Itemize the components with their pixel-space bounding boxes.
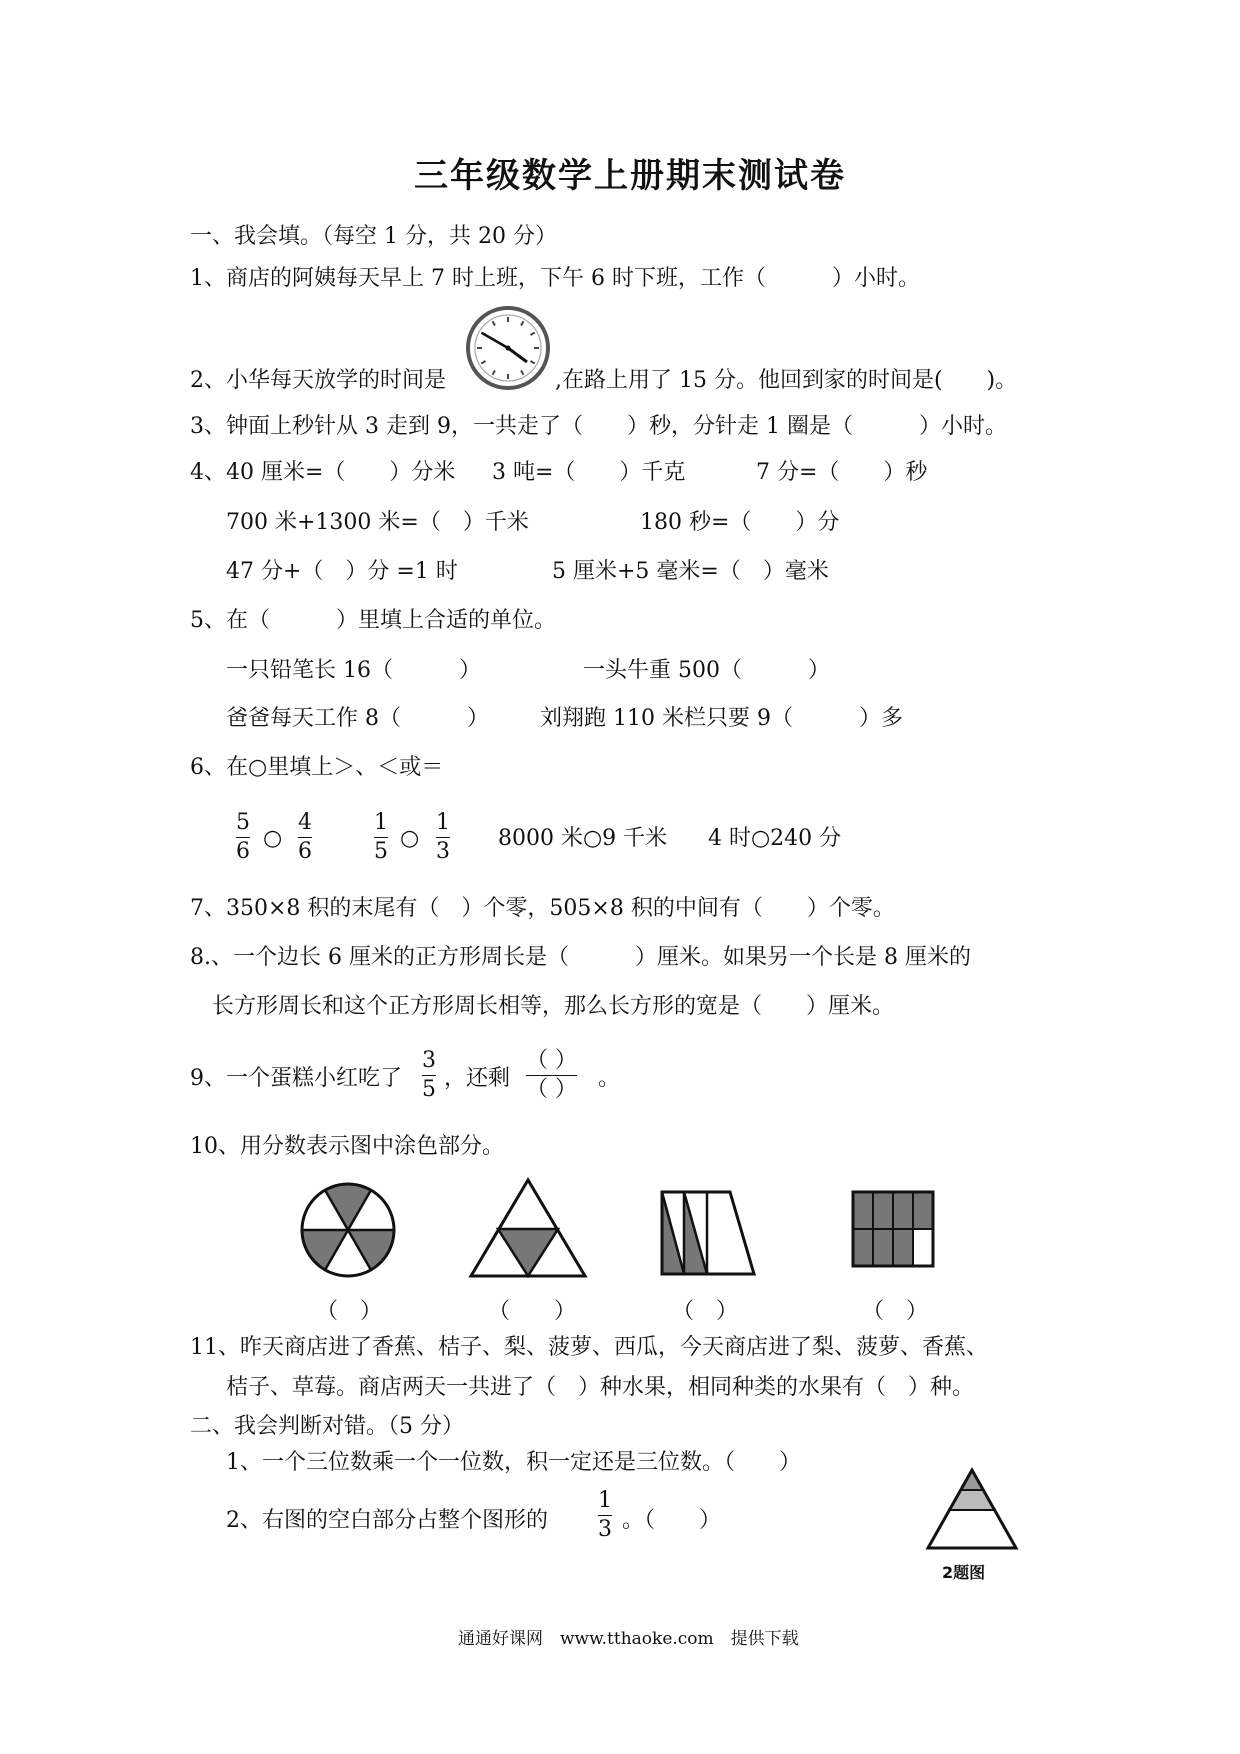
question-5-line2b: 刘翔跑 110 米栏只要 9（ ）多 — [540, 706, 903, 731]
question-2-start: 2、小华每天放学的时间是 — [190, 368, 446, 393]
denominator: （ ） — [526, 1077, 577, 1102]
question-4-line3a: 47 分+（ ）分 =1 时 — [226, 559, 458, 584]
footer-credit: 通通好课网 www.tthaoke.com 提供下载 — [458, 1629, 799, 1649]
question-1: 1、商店的阿姨每天早上 7 时上班，下午 6 时下班，工作（ ）小时。 — [190, 266, 920, 291]
numerator: 1 — [374, 810, 388, 835]
denominator: 6 — [236, 839, 250, 864]
question-5-head: 5、在（ ）里填上合适的单位。 — [190, 608, 556, 633]
denominator: 6 — [298, 839, 312, 864]
question-4-line2a: 700 米+1300 米=（ ）千米 — [226, 510, 529, 535]
fraction-1-3 — [436, 812, 450, 863]
question-3: 3、钟面上秒针从 3 走到 9，一共走了（ ）秒，分针走 1 圈是（ ）小时。 — [190, 414, 1007, 439]
compare-circle-2: ○ — [400, 826, 420, 851]
judge-2-end: 。（ ） — [622, 1508, 722, 1533]
answer-blank-4: （ ） — [862, 1299, 929, 1324]
question-5-line1a: 一只铅笔长 16（ ） — [226, 658, 481, 683]
figure-caption: 2题图 — [942, 1563, 986, 1582]
section1-heading: 一、我会填。（每空 1 分，共 20 分） — [190, 224, 557, 249]
question-4-line3b: 5 厘米+5 毫米=（ ）毫米 — [552, 559, 829, 584]
question-9-end: 。 — [598, 1066, 621, 1091]
question-4-line2b: 180 秒=（ ）分 — [640, 510, 840, 535]
question-4-line1b: 3 吨=（ ）千克 — [492, 460, 686, 485]
numerator: 4 — [298, 810, 312, 835]
section2-heading: 二、我会判断对错。（5 分） — [190, 1414, 464, 1439]
numerator: （ ） — [526, 1048, 577, 1073]
question-11-line2: 桔子、草莓。商店两天一共进了（ ）种水果，相同种类的水果有（ ）种。 — [226, 1375, 975, 1400]
clock-icon — [465, 305, 551, 391]
question-10: 10、用分数表示图中涂色部分。 — [190, 1134, 504, 1159]
figure-circle — [296, 1178, 400, 1282]
numerator: 1 — [598, 1488, 612, 1513]
question-11-line1: 11、昨天商店进了香蕉、桔子、梨、菠萝、西瓜，今天商店进了梨、菠萝、香蕉、 — [190, 1335, 988, 1360]
figure-layered-triangle — [924, 1466, 1020, 1556]
fraction-1-5 — [374, 812, 388, 863]
question-7: 7、350×8 积的末尾有（ ）个零，505×8 积的中间有（ ）个零。 — [190, 896, 895, 921]
numerator: 1 — [436, 810, 450, 835]
judge-1: 1、一个三位数乘一个一位数，积一定还是三位数。（ ） — [226, 1450, 801, 1475]
fraction-3-5 — [422, 1050, 436, 1101]
question-9-start: 9、一个蛋糕小红吃了 — [190, 1066, 402, 1091]
denominator: 3 — [598, 1517, 612, 1542]
judge-2-start: 2、右图的空白部分占整个图形的 — [226, 1508, 548, 1533]
denominator: 3 — [436, 839, 450, 864]
figure-triangle — [467, 1176, 589, 1282]
figure-parallelograms — [656, 1188, 760, 1280]
question-5-line1b: 一头牛重 500（ ） — [583, 658, 830, 683]
question-8-line1: 8.、一个边长 6 厘米的正方形周长是（ ）厘米。如果另一个长是 8 厘米的 — [190, 945, 971, 970]
question-5-line2a: 爸爸每天工作 8（ ） — [226, 706, 489, 731]
numerator: 3 — [422, 1048, 436, 1073]
numerator: 5 — [236, 810, 250, 835]
question-2-end: ,在路上用了 15 分。他回到家的时间是( )。 — [555, 368, 1018, 393]
question-8-line2: 长方形周长和这个正方形周长相等，那么长方形的宽是（ ）厘米。 — [212, 994, 895, 1019]
figure-grid — [849, 1188, 937, 1270]
question-4-line1a: 4、40 厘米=（ ）分米 — [190, 460, 456, 485]
compare-4: 4 时○240 分 — [708, 826, 842, 851]
denominator: 5 — [422, 1077, 436, 1102]
compare-circle-1: ○ — [263, 826, 283, 851]
fraction-4-6 — [298, 812, 312, 863]
answer-blank-1: （ ） — [316, 1299, 383, 1324]
answer-blank-3: （ ） — [672, 1299, 739, 1324]
denominator: 5 — [374, 839, 388, 864]
question-4-line1c: 7 分=（ ）秒 — [756, 460, 928, 485]
page-title: 三年级数学上册期末测试卷 — [414, 156, 846, 196]
fraction-5-6 — [236, 812, 250, 863]
fraction-blank — [526, 1050, 577, 1101]
question-6-head: 6、在○里填上＞、＜或＝ — [190, 755, 444, 780]
fraction-1-3-judge — [598, 1490, 612, 1541]
answer-blank-2: （ ） — [488, 1299, 577, 1324]
question-9-mid: ，还剩 — [444, 1066, 511, 1091]
compare-3: 8000 米○9 千米 — [498, 826, 668, 851]
